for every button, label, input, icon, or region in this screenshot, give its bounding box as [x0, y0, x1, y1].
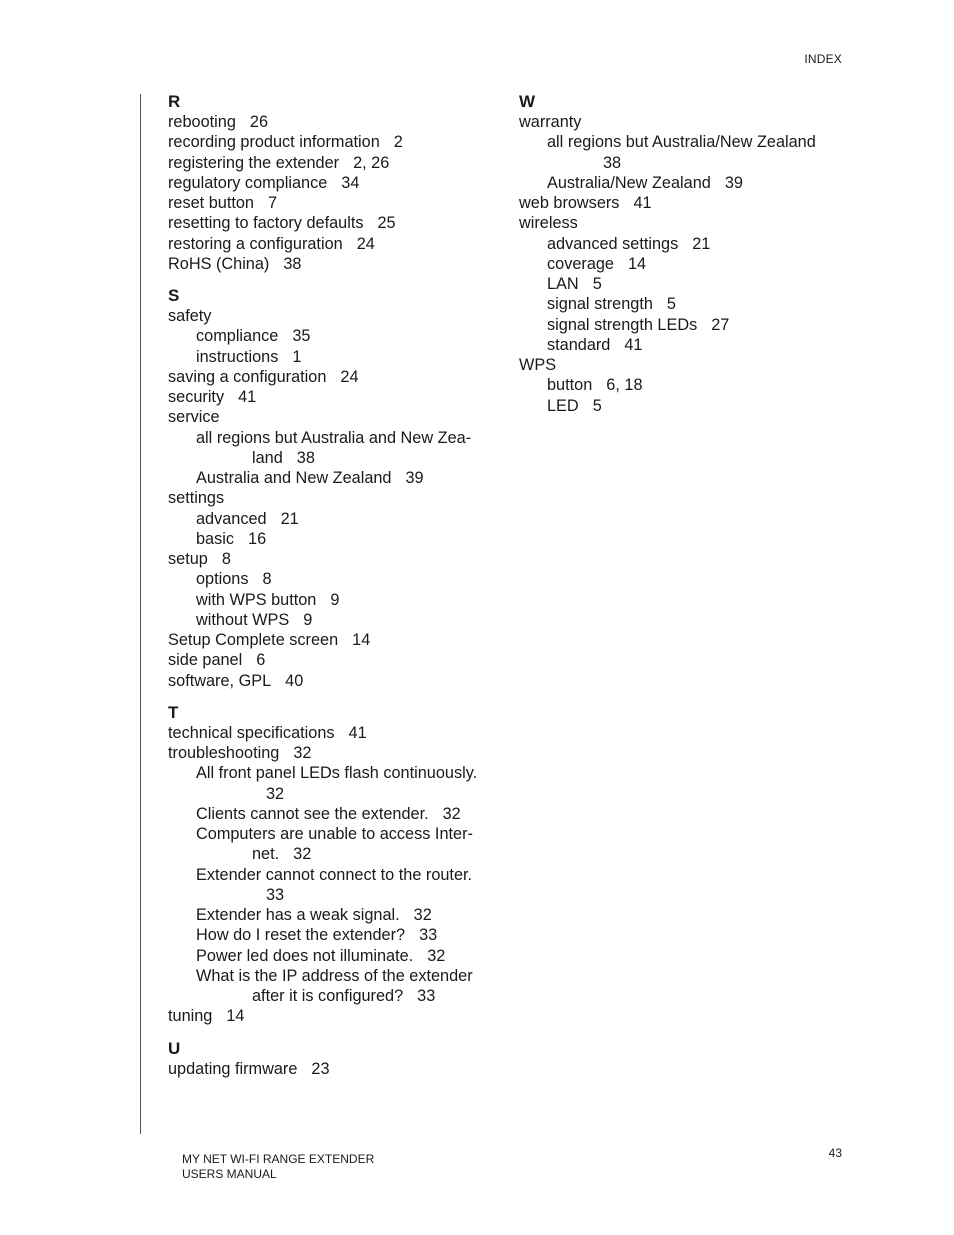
page-ref[interactable]: 41 [624, 335, 643, 354]
page-ref[interactable]: 32 [293, 845, 312, 864]
page-ref[interactable]: 41 [238, 388, 257, 406]
index-subentry: all regions but Australia/New Zealand [547, 133, 816, 152]
index-entry: warranty [519, 113, 582, 131]
page-ref[interactable]: 16 [248, 529, 267, 548]
page-ref[interactable]: 5 [592, 396, 602, 415]
index-entry: safety [168, 307, 212, 325]
page-number: 43 [828, 1146, 842, 1160]
page-ref[interactable]: 38 [283, 254, 302, 273]
page-ref[interactable]: 34 [341, 173, 360, 192]
index-section-t [168, 702, 498, 1027]
index-subentry-continuation [168, 885, 498, 905]
index-subentry: What is the IP address of the extender [196, 966, 473, 985]
page-ref[interactable]: 39 [724, 173, 743, 192]
index-entry: regulatory compliance 34 [168, 173, 360, 192]
index-subentry: standard 41 [547, 335, 643, 354]
page-ref[interactable]: 7 [268, 194, 278, 212]
index-entry: updating firmware 23 [168, 1059, 330, 1078]
index-subentry: LAN 5 [547, 275, 602, 293]
index-subentry: Extender has a weak signal. 32 [196, 906, 432, 924]
page-ref[interactable]: 8 [221, 550, 231, 568]
footer-document-title: USERS MANUAL [182, 1167, 277, 1181]
section-letter: T [168, 702, 179, 722]
index-subentry: with WPS button 9 [196, 590, 340, 609]
page-ref[interactable]: 33 [417, 987, 436, 1005]
index-entry: resetting to factory defaults 25 [168, 214, 396, 233]
index-column-left [168, 88, 498, 1090]
index-subentry-continuation [519, 153, 849, 173]
page-ref[interactable]: 14 [226, 1007, 245, 1026]
index-subentry: All front panel LEDs flash continuously. [196, 764, 478, 783]
index-entry: technical specifications 41 [168, 723, 367, 742]
page-ref[interactable]: 1 [292, 347, 302, 366]
page-ref[interactable]: 2 [393, 133, 403, 152]
index-subentry: all regions but Australia and New Zea- [196, 428, 472, 447]
page-ref[interactable]: 33 [419, 926, 438, 945]
page-ref[interactable]: 9 [330, 590, 340, 609]
index-subentry: basic 16 [196, 529, 267, 548]
page-ref[interactable]: 25 [377, 214, 396, 233]
index-entry: RoHS (China) 38 [168, 254, 302, 273]
index-entry: wireless [519, 214, 578, 233]
index-column-right [519, 88, 849, 427]
index-subentry: coverage 14 [547, 254, 647, 273]
page-ref[interactable]: 5 [666, 295, 676, 314]
index-subentry: Clients cannot see the extender. 32 [196, 804, 461, 823]
index-entry: web browsers 41 [519, 194, 652, 212]
page-ref[interactable]: 32 [413, 906, 432, 924]
page-ref[interactable]: 8 [262, 570, 272, 589]
index-entry: rebooting 26 [168, 113, 269, 131]
page-ref[interactable]: 6, 18 [606, 376, 643, 395]
page-ref[interactable]: 32 [427, 946, 446, 965]
index-entry: WPS [519, 356, 557, 374]
index-subentry: Computers are unable to access Inter- [196, 825, 473, 843]
page-ref[interactable]: 21 [692, 234, 711, 253]
index-entry: recording product information 2 [168, 133, 403, 152]
page-ref[interactable]: 21 [280, 509, 299, 528]
index-subentry-continuation: net. 32 [252, 845, 312, 864]
page-ref[interactable]: 41 [633, 194, 652, 212]
index-entry: Setup Complete screen 14 [168, 631, 371, 649]
section-letter: R [168, 92, 181, 111]
section-letter: U [168, 1038, 181, 1058]
index-subentry-continuation: after it is configured? 33 [252, 987, 436, 1005]
index-subentry: signal strength 5 [547, 295, 676, 314]
index-entry: service [168, 408, 220, 427]
page-ref[interactable]: 32 [266, 784, 285, 803]
page-ref[interactable]: 14 [627, 254, 647, 273]
index-subentry-continuation [168, 784, 498, 804]
index-subentry: signal strength LEDs 27 [547, 315, 730, 334]
index-entry: restoring a configuration 24 [168, 234, 375, 253]
index-subentry: Extender cannot connect to the router. [196, 865, 473, 884]
page-ref[interactable]: 38 [296, 448, 315, 467]
page-ref[interactable]: 33 [266, 885, 285, 904]
page-ref[interactable]: 32 [293, 744, 312, 762]
page-ref[interactable]: 2, 26 [353, 153, 390, 172]
section-letter: S [168, 286, 180, 305]
footer-product-name: MY NET WI-FI RANGE EXTENDER [182, 1152, 375, 1166]
page-ref[interactable]: 35 [292, 327, 311, 346]
page-ref[interactable]: 23 [311, 1059, 330, 1078]
page-ref[interactable]: 39 [405, 469, 424, 487]
page-ref[interactable]: 40 [285, 671, 304, 690]
index-section-s [168, 285, 498, 691]
index-section-w [519, 91, 849, 416]
page-ref[interactable]: 5 [592, 275, 602, 293]
page-ref[interactable]: 6 [256, 651, 266, 670]
running-footer [182, 1152, 374, 1182]
index-subentry: advanced 21 [196, 509, 299, 528]
index-entry: software, GPL 40 [168, 671, 304, 690]
page-ref[interactable]: 41 [348, 723, 367, 742]
index-entry: registering the extender 2, 26 [168, 153, 390, 172]
index-entry: settings [168, 489, 225, 508]
index-section-r [168, 91, 498, 274]
margin-rule [140, 94, 141, 1134]
index-entry: saving a configuration 24 [168, 367, 359, 386]
index-subentry: compliance 35 [196, 327, 311, 346]
index-entry: tuning 14 [168, 1007, 245, 1026]
page-ref[interactable]: 14 [352, 631, 371, 649]
index-subentry: without WPS 9 [196, 610, 313, 629]
index-subentry: advanced settings 21 [547, 234, 711, 253]
index-subentry-continuation: land 38 [252, 448, 315, 467]
index-subentry: instructions 1 [196, 347, 302, 366]
page-ref[interactable]: 27 [711, 315, 730, 334]
index-subentry: Australia/New Zealand 39 [547, 173, 743, 192]
index-entry: security 41 [168, 388, 257, 406]
page-ref[interactable]: 26 [249, 113, 269, 131]
index-subentry: Australia and New Zealand 39 [196, 469, 424, 487]
page-ref[interactable]: 24 [340, 367, 359, 386]
index-entry: troubleshooting 32 [168, 744, 312, 762]
index-entry: reset button 7 [168, 194, 278, 212]
index-entry: setup 8 [168, 550, 231, 568]
section-letter: W [519, 92, 536, 111]
page-ref[interactable]: 32 [442, 804, 461, 823]
page-ref[interactable]: 9 [303, 610, 313, 629]
index-subentry: button 6, 18 [547, 376, 643, 395]
index-subentry: LED 5 [547, 396, 602, 415]
page-ref[interactable]: 38 [603, 153, 622, 172]
index-entry: side panel 6 [168, 651, 266, 670]
index-section-u [168, 1038, 498, 1079]
index-subentry: options 8 [196, 570, 272, 589]
index-subentry: Power led does not illuminate. 32 [196, 946, 446, 965]
page-ref[interactable]: 24 [356, 234, 375, 253]
index-subentry: How do I reset the extender? 33 [196, 926, 438, 945]
running-header: INDEX [804, 52, 842, 66]
